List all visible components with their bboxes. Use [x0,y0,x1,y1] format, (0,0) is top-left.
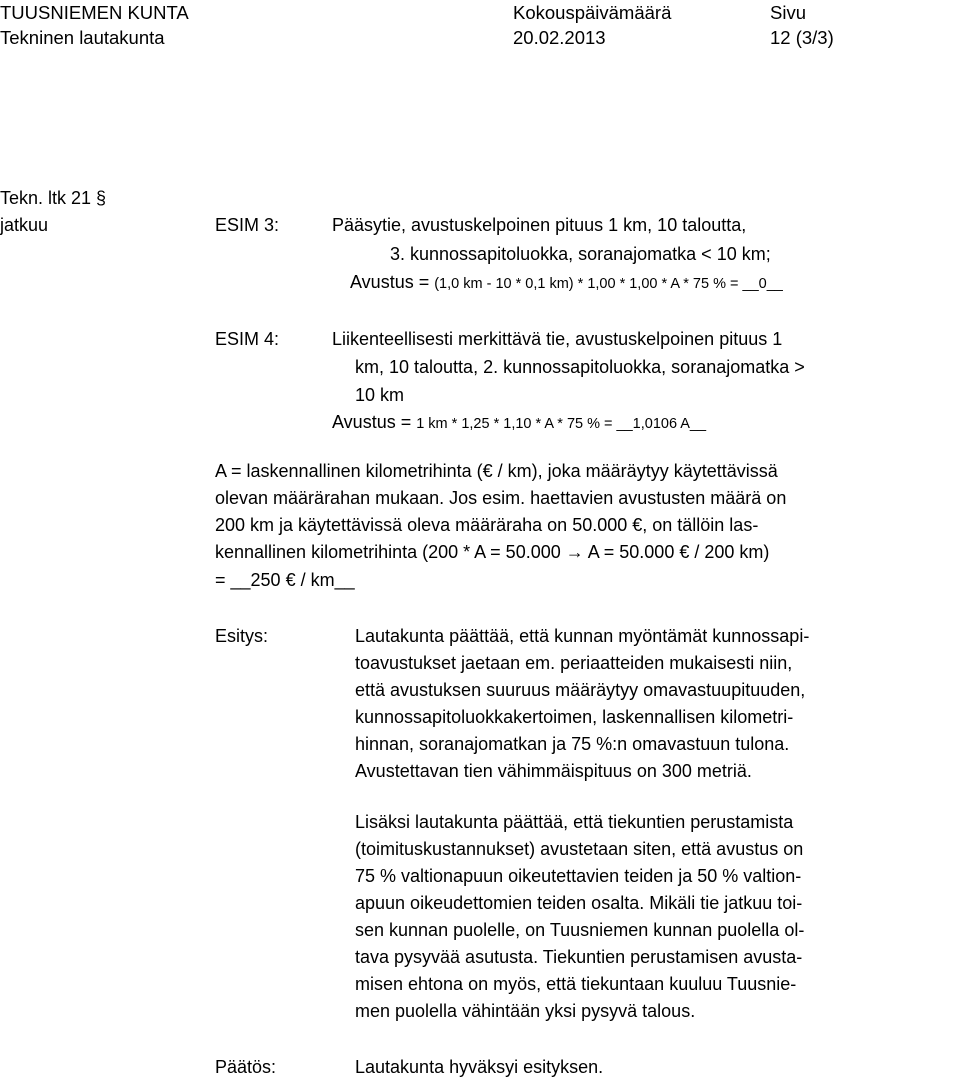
esim3-avustus-label: Avustus = [350,272,435,292]
esim4-formula: 1 km * 1,25 * 1,10 * A * 75 % = [416,416,617,432]
esim4-line1: Liikenteellisesti merkittävä tie, avustuskelpoinen pituus 1 [332,329,783,349]
esitys-p2-line: misen ehtona on myös, että tiekuntaan kuuluu Tuusnie- [355,974,797,994]
esim4-formula-line [332,411,706,435]
esitys-p1-line: toavustukset jaetaan em. periaatteiden mukaisesti niin, [355,653,793,673]
esitys-p1-line: Lautakunta päättää, että kunnan myöntämät kunnossapi- [355,626,810,646]
esitys-p2-line: 75 % valtionapuun oikeutettavien teiden ja 50 % valtion- [355,866,802,886]
definition-line5 [215,569,355,591]
definition-line1: A = laskennallinen kilometrihinta (€ / km), joka määräytyy käytettävissä [215,461,778,481]
paatos-text: Lautakunta hyväksyi esityksen. [355,1057,604,1077]
esitys-p2-line: men puolella vähintään yksi pysyvä talous. [355,1001,696,1021]
esim4-label: ESIM 4: [215,329,280,349]
esim3-label: ESIM 3: [215,215,280,235]
esim3-line2: 3. kunnossapitoluokka, soranajomatka < 10 km; [390,244,771,264]
esitys-paragraph-1 [355,625,809,782]
esitys-p2-line: tava pysyvää asutusta. Tiekuntien perustamisen avusta- [355,947,803,967]
definition-result: __250 € / km__ [230,570,355,590]
esim3-result: __0__ [742,276,783,292]
esitys-p2-line: Lisäksi lautakunta päättää, että tiekuntien perustamista [355,812,794,832]
esim3-line1: Pääsytie, avustuskelpoinen pituus 1 km, 10 taloutta, [332,215,747,235]
esitys-p1-line: että avustuksen suuruus määräytyy omavastuupituuden, [355,680,806,700]
esitys-p2-line: (toimituskustannukset) avustetaan siten, että avustus on [355,839,804,859]
paatos-label: Päätös: [215,1057,277,1077]
esim3-formula-line [350,271,783,295]
section-ref: Tekn. ltk 21 § [0,188,107,208]
meeting-date: 20.02.2013 [513,27,606,48]
esim3-formula: (1,0 km - 10 * 0,1 km) * 1,00 * 1,00 * A * 75 % = [434,276,743,292]
esitys-p1-line: Avustettavan tien vähimmäispituus on 300 metriä. [355,761,752,781]
board-name: Tekninen lautakunta [0,27,165,48]
page-label: Sivu [770,2,806,23]
section-continues: jatkuu [0,215,49,235]
esitys-p1-line: hinnan, soranajomatkan ja 75 %:n omavastuun tulona. [355,734,790,754]
definition-line2: olevan määrärahan mukaan. Jos esim. haettavien avustusten määrä on [215,488,787,508]
org-name: TUUSNIEMEN KUNTA [0,2,189,23]
esitys-p2-line: apuun oikeudettomien teiden osalta. Mikäli tie jatkuu toi- [355,893,803,913]
definition-line3: 200 km ja käytettävissä oleva määräraha on 50.000 €, on tällöin las- [215,515,759,535]
esim4-line3: 10 km [355,385,405,405]
page-number: 12 (3/3) [770,27,834,48]
date-label: Kokouspäivämäärä [513,2,672,23]
esim4-avustus-label: Avustus = [332,412,417,432]
esitys-label: Esitys: [215,626,269,646]
esim4-result: __1,0106 A__ [616,416,707,432]
definition-line4: kennallinen kilometrihinta (200 * A = 50.000 → A = 50.000 € / 200 km) [215,542,770,562]
esitys-paragraph-2 [355,811,804,1022]
definition-eq: = [215,570,231,590]
esitys-p1-line: kunnossapitoluokkakertoimen, laskennallisen kilometri- [355,707,794,727]
esitys-p2-line: sen kunnan puolelle, on Tuusniemen kunnan puolella ol- [355,920,805,940]
esim4-line2: km, 10 taloutta, 2. kunnossapitoluokka, soranajomatka > [355,357,805,377]
